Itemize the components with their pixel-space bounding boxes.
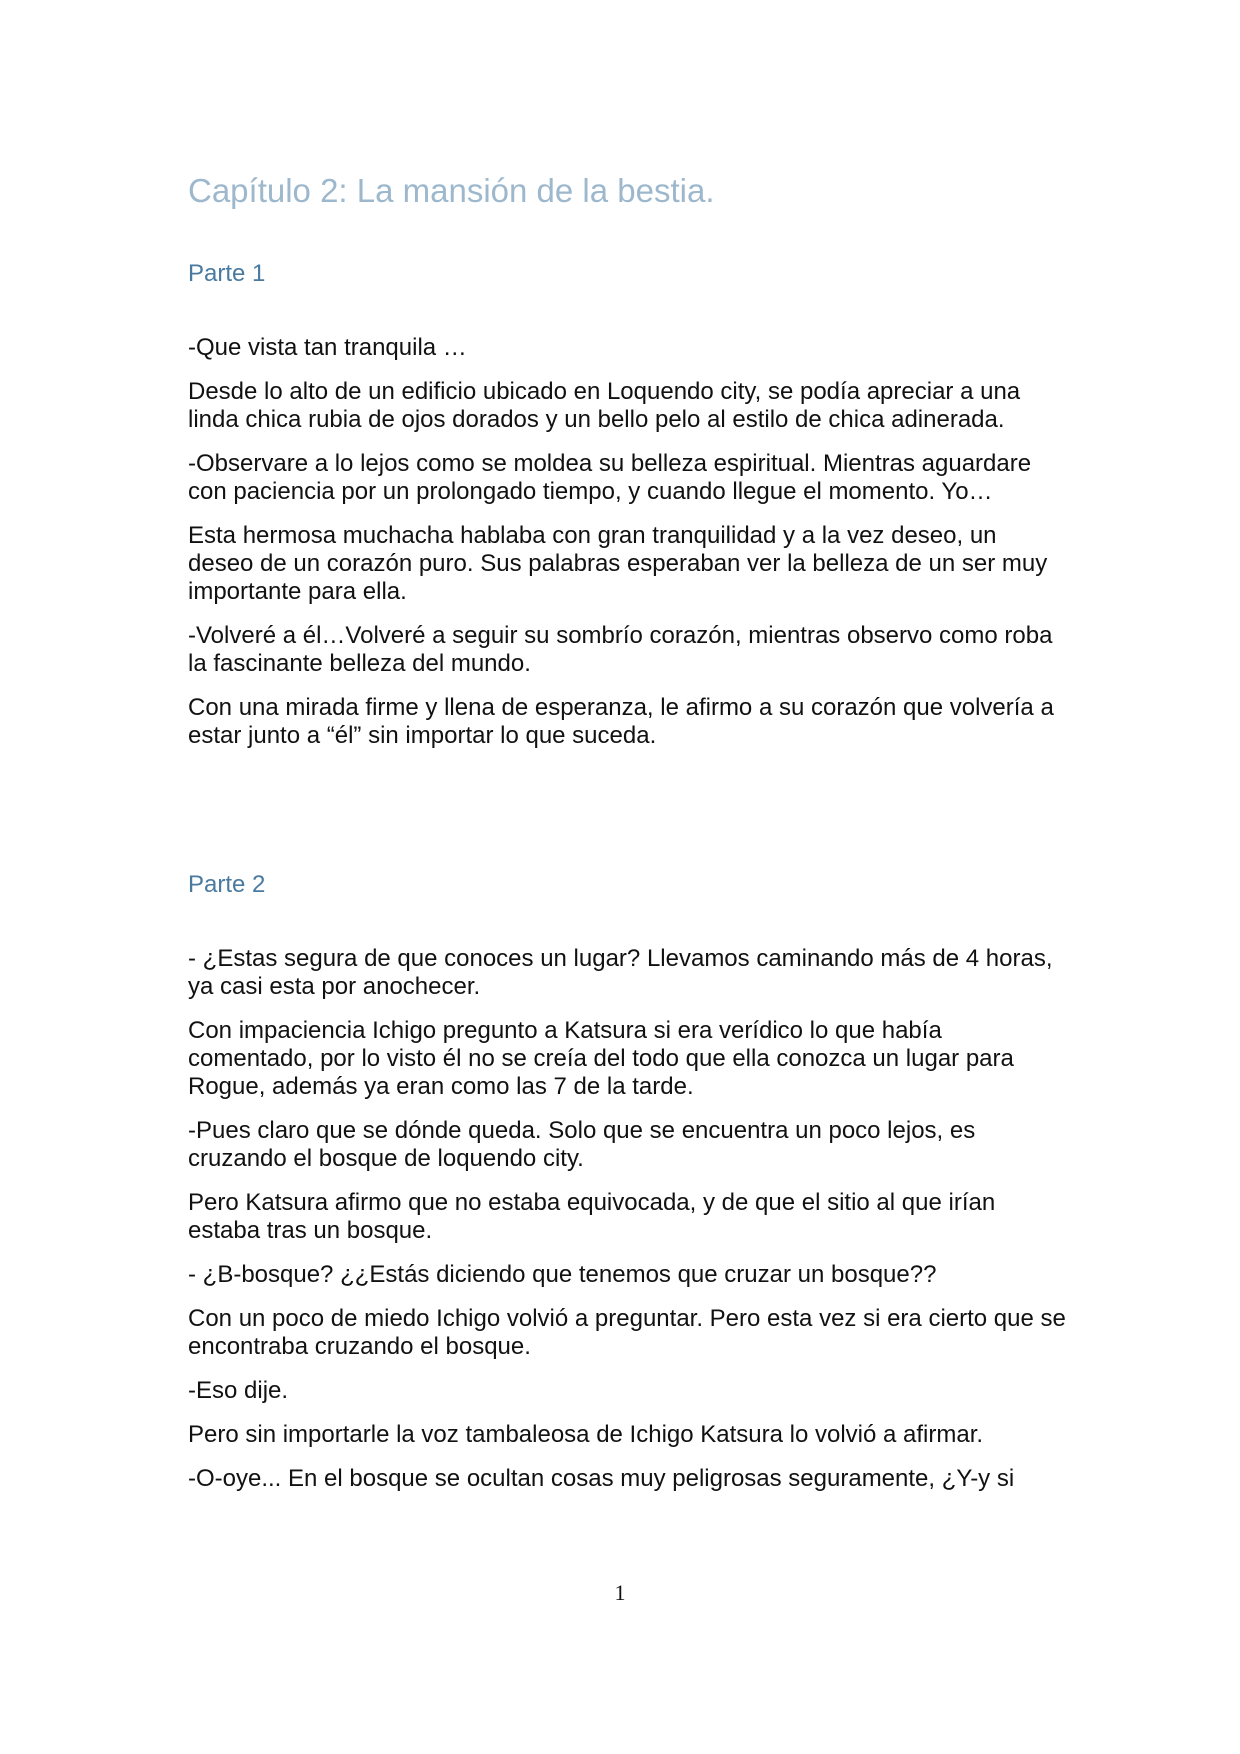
paragraph: - ¿Estas segura de que conoces un lugar? Llevamos caminando más de 4 horas, ya casi esta por anochecer. bbox=[188, 945, 1053, 1000]
paragraph: Con un poco de miedo Ichigo volvió a preguntar. Pero esta vez si era cierto que se encontraba cruzando el bosque. bbox=[188, 1305, 1066, 1360]
paragraph: Pero sin importarle la voz tambaleosa de Ichigo Katsura lo volvió a afirmar. bbox=[188, 1421, 984, 1448]
paragraph: -Pues claro que se dónde queda. Solo que se encuentra un poco lejos, es cruzando el bosque de loquendo city. bbox=[188, 1117, 976, 1172]
paragraph: Esta hermosa muchacha hablaba con gran tranquilidad y a la vez deseo, un deseo de un corazón puro. Sus palabras esperaban ver la belleza de un ser muy importante para ella. bbox=[188, 522, 1048, 605]
paragraph: -Que vista tan tranquila … bbox=[188, 334, 467, 361]
paragraph: - ¿B-bosque? ¿¿Estás diciendo que tenemos que cruzar un bosque?? bbox=[188, 1261, 937, 1288]
paragraph: Desde lo alto de un edificio ubicado en Loquendo city, se podía apreciar a una linda chica rubia de ojos dorados y un bello pelo al estilo de chica adinerada. bbox=[188, 378, 1021, 433]
paragraph: -Volveré a él…Volveré a seguir su sombrío corazón, mientras observo como roba la fascinante belleza del mundo. bbox=[188, 622, 1053, 677]
document-page bbox=[188, 0, 1068, 1754]
section-heading-part-2: Parte 2 bbox=[188, 871, 266, 898]
paragraph: -O-oye... En el bosque se ocultan cosas muy peligrosas seguramente, ¿Y-y si bbox=[188, 1465, 1015, 1492]
paragraph: Con una mirada firme y llena de esperanza, le afirmo a su corazón que volvería a estar junto a “él” sin importar lo que suceda. bbox=[188, 694, 1054, 749]
section-body-part-2 bbox=[188, 945, 1068, 1509]
paragraph: -Eso dije. bbox=[188, 1377, 289, 1404]
page-number: 1 bbox=[614, 1580, 626, 1605]
paragraph: Con impaciencia Ichigo pregunto a Katsura si era verídico lo que había comentado, por lo visto él no se creía del todo que ella conozca un lugar para Rogue, además ya eran como las 7 de la tarde. bbox=[188, 1017, 1014, 1100]
paragraph: Pero Katsura afirmo que no estaba equivocada, y de que el sitio al que irían estaba tras un bosque. bbox=[188, 1189, 996, 1244]
section-heading-part-1: Parte 1 bbox=[188, 260, 266, 287]
section-body-part-1 bbox=[188, 334, 1068, 766]
paragraph: -Observare a lo lejos como se moldea su belleza espiritual. Mientras aguardare con paciencia por un prolongado tiempo, y cuando llegue el momento. Yo… bbox=[188, 450, 1032, 505]
chapter-title: Capítulo 2: La mansión de la bestia. bbox=[188, 172, 715, 209]
